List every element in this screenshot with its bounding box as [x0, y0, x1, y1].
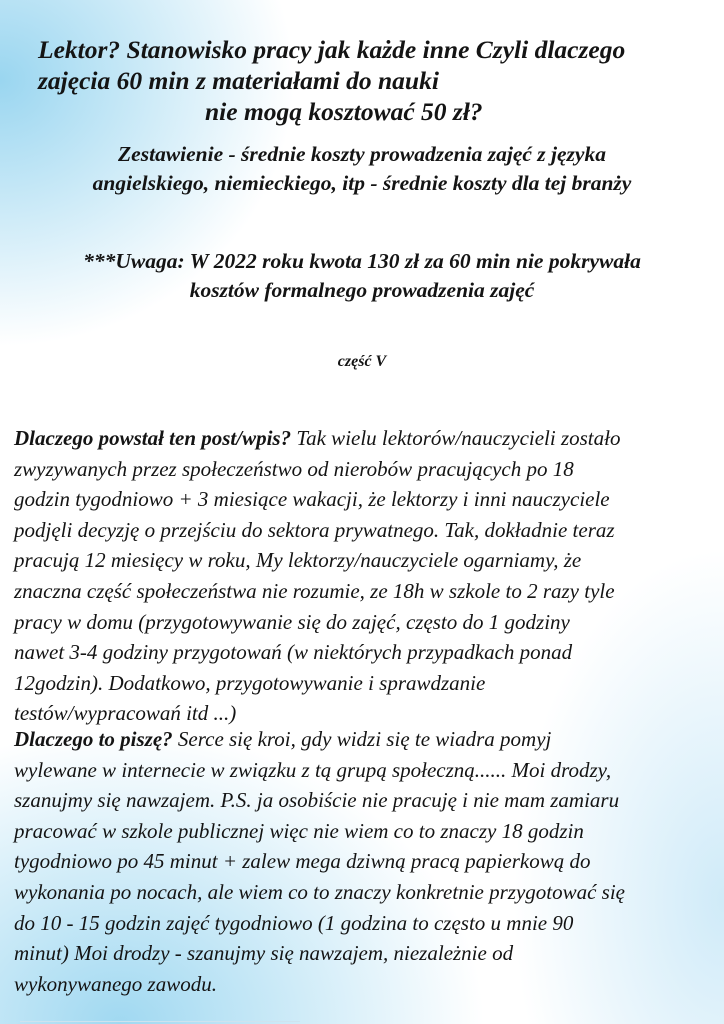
paragraph-line: podjęli decyzję o przejściu do sektora prywatnego. Tak, dokładnie teraz: [14, 517, 615, 542]
subheading-line-1: Zestawienie - średnie koszty prowadzenia zajęć z języka: [118, 142, 606, 166]
title-line-1: Lektor? Stanowisko pracy jak każde inne Czyli dlaczego: [38, 35, 626, 64]
note-line-2: kosztów formalnego prowadzenia zajęć: [189, 278, 535, 302]
paragraph-text: Tak wielu lektorów/nauczycieli zostało: [291, 426, 621, 450]
paragraph-why-writing: [14, 724, 714, 999]
paragraph-line: testów/wypracowań itd ...): [14, 701, 237, 726]
paragraph-line: wylewane w internecie w związku z tą grupą społeczną...... Moi drodzy,: [14, 757, 612, 782]
paragraph-line: zwyzywanych przez społeczeństwo od nierobów pracujących po 18: [14, 456, 574, 481]
divider: [20, 1021, 300, 1022]
subheading: [12, 140, 712, 198]
paragraph-lead: Dlaczego to piszę?: [14, 727, 173, 751]
title-line-3: nie mogą kosztować 50 zł?: [205, 97, 483, 126]
paragraph-line: [14, 423, 714, 454]
paragraph-line: szanujmy się nawzajem. P.S. ja osobiście nie pracuję i nie mam zamiaru: [14, 788, 620, 813]
paragraph-line: [14, 724, 714, 755]
title-line-2: zajęcia 60 min z materiałami do nauki: [38, 66, 439, 95]
subheading-line-2: angielskiego, niemieckiego, itp - średnie koszty dla tej branży: [92, 171, 632, 195]
warning-note: [12, 247, 712, 305]
paragraph-line: 12godzin). Dodatkowo, przygotowywanie i sprawdzanie: [14, 670, 486, 695]
paragraph-line: znaczna część społeczeństwa nie rozumie, ze 18h w szkole to 2 razy tyle: [14, 578, 615, 603]
note-line-1: ***Uwaga: W 2022 roku kwota 130 zł za 60 min nie pokrywała: [83, 249, 641, 273]
paragraph-line: wykonania po nocach, ale wiem co to znaczy konkretnie przygotować się: [14, 879, 625, 904]
paragraph-line: tygodniowo po 45 minut + zalew mega dziwną pracą papierkową do: [14, 849, 591, 874]
paragraph-line: minut) Moi drodzy - szanujmy się nawzajem, niezależnie od: [14, 941, 514, 966]
paragraph-line: pracować w szkole publicznej więc nie wiem co to znaczy 18 godzin: [14, 818, 584, 843]
paragraph-lead: Dlaczego powstał ten post/wpis?: [14, 426, 292, 450]
part-label: część V: [337, 353, 387, 370]
paragraph-text: Serce się kroi, gdy widzi się te wiadra pomyj: [172, 727, 552, 751]
paragraph-why-post: [14, 423, 714, 729]
paragraph-line: pracy w domu (przygotowywanie się do zajęć, często do 1 godziny: [14, 609, 570, 634]
paragraph-line: do 10 - 15 godzin zajęć tygodniowo (1 godzina to często u mnie 90: [14, 910, 574, 935]
page-title: [38, 34, 708, 127]
paragraph-line: godzin tygodniowo + 3 miesiące wakacji, że lektorzy i inni nauczyciele: [14, 487, 610, 512]
paragraph-line: nawet 3-4 godziny przygotowań (w niektórych przypadkach ponad: [14, 640, 573, 665]
paragraph-line: pracują 12 miesięcy w roku, My lektorzy/nauczyciele ogarniamy, że: [14, 548, 582, 573]
paragraph-line: wykonywanego zawodu.: [14, 971, 217, 996]
